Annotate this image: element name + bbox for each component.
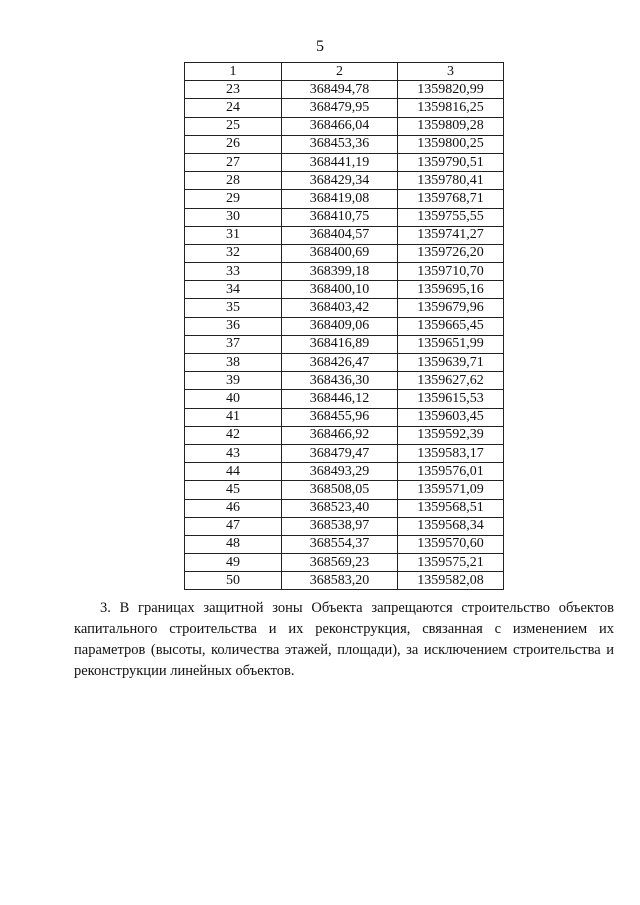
point-number-cell: 41 — [185, 408, 282, 426]
x-coordinate-cell: 368419,08 — [282, 190, 398, 208]
y-coordinate-cell: 1359651,99 — [398, 335, 504, 353]
point-number-cell: 34 — [185, 281, 282, 299]
y-coordinate-cell: 1359768,71 — [398, 190, 504, 208]
point-number-cell: 37 — [185, 335, 282, 353]
x-coordinate-cell: 368436,30 — [282, 372, 398, 390]
coordinates-table — [184, 62, 504, 590]
table-row — [185, 263, 504, 281]
point-number-cell: 33 — [185, 263, 282, 281]
table-row — [185, 172, 504, 190]
point-number-cell: 39 — [185, 372, 282, 390]
x-coordinate-cell: 368569,23 — [282, 554, 398, 572]
point-number-cell: 31 — [185, 226, 282, 244]
y-coordinate-cell: 1359816,25 — [398, 99, 504, 117]
y-coordinate-cell: 1359820,99 — [398, 81, 504, 99]
x-coordinate-cell: 368538,97 — [282, 517, 398, 535]
point-number-cell: 23 — [185, 81, 282, 99]
x-coordinate-cell: 368479,47 — [282, 444, 398, 462]
x-coordinate-cell: 368508,05 — [282, 481, 398, 499]
table-header-row — [185, 63, 504, 81]
point-number-cell: 26 — [185, 135, 282, 153]
x-coordinate-cell: 368466,04 — [282, 117, 398, 135]
y-coordinate-cell: 1359679,96 — [398, 299, 504, 317]
y-coordinate-cell: 1359582,08 — [398, 572, 504, 590]
x-coordinate-cell: 368399,18 — [282, 263, 398, 281]
y-coordinate-cell: 1359639,71 — [398, 354, 504, 372]
column-header-1: 1 — [185, 63, 282, 81]
point-number-cell: 45 — [185, 481, 282, 499]
restriction-paragraph: 3. В границах защитной зоны Объекта запрещаются строительство объектов капитального строительства и их реконструкция, связанная с изменением их параметров (высоты, количества этажей, площади), за исключением строительства и реконструкции линейных объектов. — [74, 600, 614, 679]
x-coordinate-cell: 368494,78 — [282, 81, 398, 99]
column-header-3: 3 — [398, 63, 504, 81]
point-number-cell: 38 — [185, 354, 282, 372]
y-coordinate-cell: 1359571,09 — [398, 481, 504, 499]
table-row — [185, 535, 504, 553]
point-number-cell: 24 — [185, 99, 282, 117]
x-coordinate-cell: 368446,12 — [282, 390, 398, 408]
x-coordinate-cell: 368493,29 — [282, 463, 398, 481]
y-coordinate-cell: 1359603,45 — [398, 408, 504, 426]
x-coordinate-cell: 368410,75 — [282, 208, 398, 226]
point-number-cell: 49 — [185, 554, 282, 572]
table-row — [185, 208, 504, 226]
point-number-cell: 46 — [185, 499, 282, 517]
y-coordinate-cell: 1359570,60 — [398, 535, 504, 553]
point-number-cell: 43 — [185, 444, 282, 462]
table-row — [185, 463, 504, 481]
table-row — [185, 99, 504, 117]
table-row — [185, 81, 504, 99]
y-coordinate-cell: 1359755,55 — [398, 208, 504, 226]
point-number-cell: 47 — [185, 517, 282, 535]
y-coordinate-cell: 1359726,20 — [398, 244, 504, 262]
point-number-cell: 50 — [185, 572, 282, 590]
x-coordinate-cell: 368429,34 — [282, 172, 398, 190]
point-number-cell: 40 — [185, 390, 282, 408]
table-row — [185, 481, 504, 499]
x-coordinate-cell: 368583,20 — [282, 572, 398, 590]
y-coordinate-cell: 1359695,16 — [398, 281, 504, 299]
table-row — [185, 572, 504, 590]
y-coordinate-cell: 1359575,21 — [398, 554, 504, 572]
y-coordinate-cell: 1359800,25 — [398, 135, 504, 153]
x-coordinate-cell: 368404,57 — [282, 226, 398, 244]
x-coordinate-cell: 368466,92 — [282, 426, 398, 444]
y-coordinate-cell: 1359568,51 — [398, 499, 504, 517]
table-row — [185, 517, 504, 535]
table-row — [185, 153, 504, 171]
y-coordinate-cell: 1359592,39 — [398, 426, 504, 444]
page-number: 5 — [316, 38, 324, 55]
y-coordinate-cell: 1359809,28 — [398, 117, 504, 135]
y-coordinate-cell: 1359615,53 — [398, 390, 504, 408]
table-row — [185, 390, 504, 408]
point-number-cell: 44 — [185, 463, 282, 481]
point-number-cell: 42 — [185, 426, 282, 444]
x-coordinate-cell: 368453,36 — [282, 135, 398, 153]
table-row — [185, 444, 504, 462]
x-coordinate-cell: 368426,47 — [282, 354, 398, 372]
point-number-cell: 32 — [185, 244, 282, 262]
y-coordinate-cell: 1359568,34 — [398, 517, 504, 535]
point-number-cell: 28 — [185, 172, 282, 190]
x-coordinate-cell: 368409,06 — [282, 317, 398, 335]
table-row — [185, 226, 504, 244]
y-coordinate-cell: 1359710,70 — [398, 263, 504, 281]
table-row — [185, 408, 504, 426]
table-row — [185, 117, 504, 135]
table-row — [185, 190, 504, 208]
y-coordinate-cell: 1359780,41 — [398, 172, 504, 190]
table-row — [185, 281, 504, 299]
table-row — [185, 554, 504, 572]
x-coordinate-cell: 368400,69 — [282, 244, 398, 262]
x-coordinate-cell: 368455,96 — [282, 408, 398, 426]
table-row — [185, 299, 504, 317]
x-coordinate-cell: 368403,42 — [282, 299, 398, 317]
x-coordinate-cell: 368416,89 — [282, 335, 398, 353]
y-coordinate-cell: 1359665,45 — [398, 317, 504, 335]
table-row — [185, 317, 504, 335]
x-coordinate-cell: 368479,95 — [282, 99, 398, 117]
table-row — [185, 426, 504, 444]
point-number-cell: 36 — [185, 317, 282, 335]
point-number-cell: 29 — [185, 190, 282, 208]
table-row — [185, 499, 504, 517]
point-number-cell: 30 — [185, 208, 282, 226]
point-number-cell: 35 — [185, 299, 282, 317]
y-coordinate-cell: 1359627,62 — [398, 372, 504, 390]
table-row — [185, 335, 504, 353]
point-number-cell: 25 — [185, 117, 282, 135]
column-header-2: 2 — [282, 63, 398, 81]
y-coordinate-cell: 1359583,17 — [398, 444, 504, 462]
table-row — [185, 372, 504, 390]
y-coordinate-cell: 1359741,27 — [398, 226, 504, 244]
x-coordinate-cell: 368523,40 — [282, 499, 398, 517]
table-body — [185, 81, 504, 590]
x-coordinate-cell: 368441,19 — [282, 153, 398, 171]
x-coordinate-cell: 368554,37 — [282, 535, 398, 553]
y-coordinate-cell: 1359790,51 — [398, 153, 504, 171]
table-row — [185, 244, 504, 262]
point-number-cell: 27 — [185, 153, 282, 171]
y-coordinate-cell: 1359576,01 — [398, 463, 504, 481]
x-coordinate-cell: 368400,10 — [282, 281, 398, 299]
point-number-cell: 48 — [185, 535, 282, 553]
table-row — [185, 354, 504, 372]
table-row — [185, 135, 504, 153]
